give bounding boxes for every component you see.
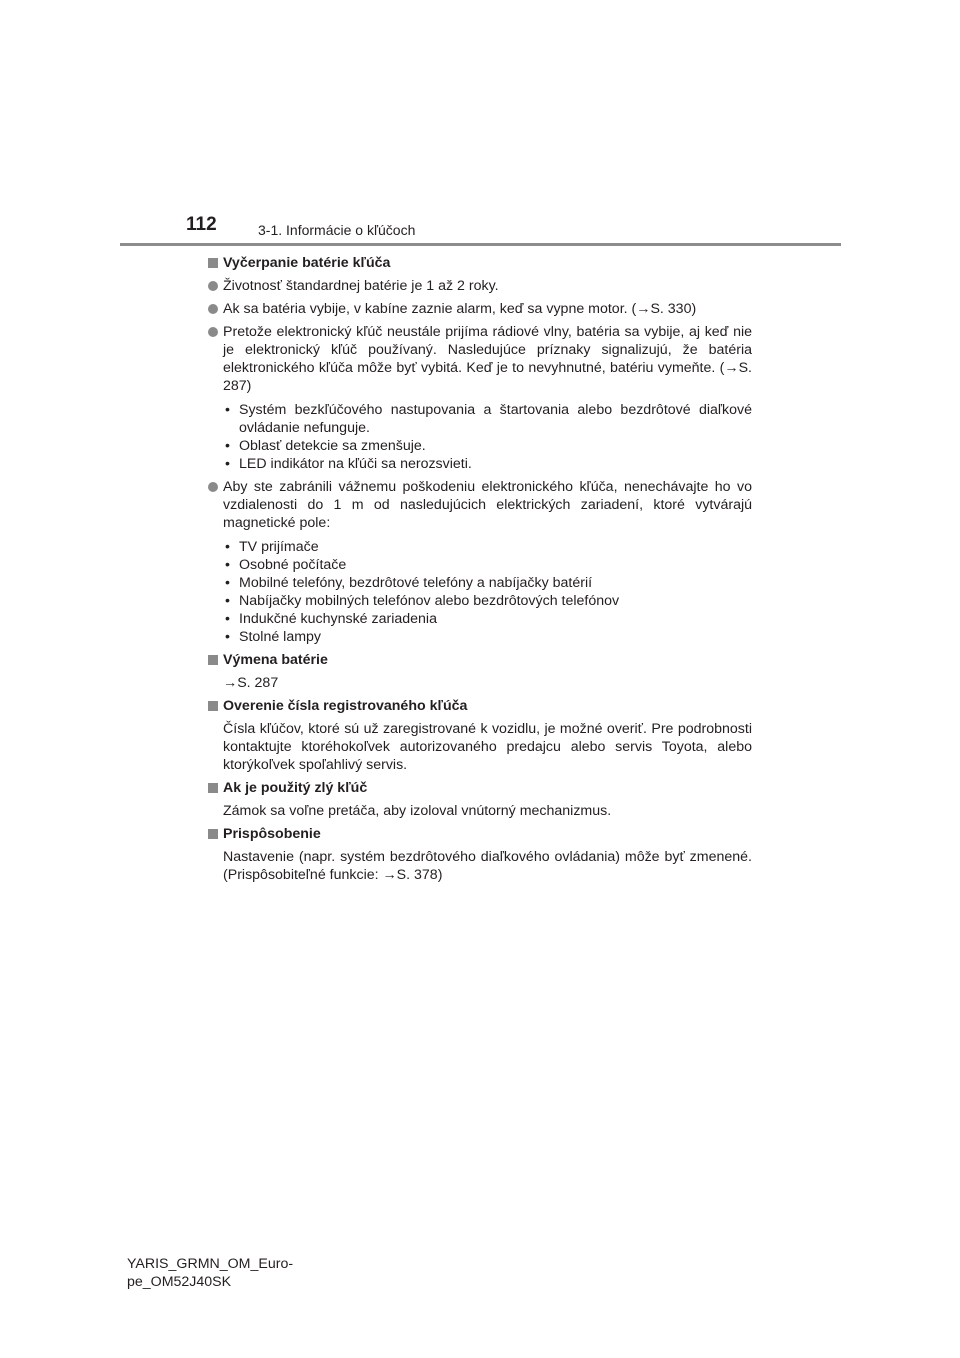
section-title: 3-1. Informácie o kľúčoch [258,222,416,238]
sub-item [223,455,752,473]
sub-bullet-icon: • [225,611,230,627]
sub-item-text: LED indikátor na kľúči sa nerozsvieti. [239,456,472,472]
bullet-text: Aby ste zabránili vážnemu poškodeniu elektronického kľúča, nenechávajte ho vo vzdialenosti do 1 m od nasledujúcich elektrických zariadení, ktoré vytvárajú magnetické pole: [223,479,752,531]
sub-item-text: Indukčné kuchynské zariadenia [239,611,437,627]
header-rule [120,243,841,246]
sub-list [223,538,752,646]
footer-line: pe_OM52J40SK [127,1274,232,1290]
content [207,254,752,889]
square-bullet-icon [208,701,218,711]
sub-bullet-icon: • [225,402,230,418]
sub-item-text: Mobilné telefóny, bezdrôtové telefóny a nabíjačky batérií [239,575,593,591]
sub-item [223,538,752,556]
section-heading [207,651,752,669]
sub-item-text: TV prijímače [239,539,319,555]
circle-bullet-icon [208,482,218,492]
sub-item [223,401,752,437]
circle-bullet-icon [208,281,218,291]
section-battery [207,254,752,646]
sub-bullet-icon: • [225,539,230,555]
section-heading [207,254,752,272]
circle-bullet-icon [208,327,218,337]
square-bullet-icon [208,655,218,665]
sub-item-text: Systém bezkľúčového nastupovania a štartovania alebo bezdrôtové diaľkové ovládanie nefunguje. [239,402,752,436]
page-number: 112 [186,214,217,235]
sub-item [223,556,752,574]
sub-item-text: Nabíjačky mobilných telefónov alebo bezdrôtových telefónov [239,593,620,609]
sub-bullet-icon: • [225,456,230,472]
footer-doc-id [127,1255,293,1291]
sub-item [223,437,752,455]
section-paragraph: Čísla kľúčov, ktoré sú už zaregistrované k vozidlu, je možné overiť. Pre podrobnosti kontaktujte ktoréhokoľvek autorizovaného predajcu alebo servis Toyota, alebo ktorýkoľvek spoľahlivý servis. [223,721,752,773]
sub-bullet-icon: • [225,438,230,454]
sub-item [223,628,752,646]
section-paragraph: Nastavenie (napr. systém bezdrôtového diaľkového ovládania) môže byť zmenené. (Prispôsobiteľné funkcie: →S. 378) [223,849,752,883]
section-key-number [207,697,752,774]
section-paragraph: Zámok sa voľne pretáča, aby izoloval vnútorný mechanizmus. [223,803,612,819]
section-heading [207,825,752,843]
heading-text: Ak je použitý zlý kľúč [223,780,368,796]
bullet-item [207,478,752,646]
heading-text: Vyčerpanie batérie kľúča [223,255,391,271]
heading-text: Overenie čísla registrovaného kľúča [223,698,468,714]
circle-bullet-icon [208,304,218,314]
sub-bullet-icon: • [225,629,230,645]
bullet-item [207,323,752,473]
section-heading [207,779,752,797]
sub-item [223,574,752,592]
heading-text: Výmena batérie [223,652,328,668]
bullet-text: Životnosť štandardnej batérie je 1 až 2 roky. [223,278,499,294]
sub-bullet-icon: • [225,557,230,573]
section-battery-replacement [207,651,752,692]
section-customization [207,825,752,884]
section-wrong-key [207,779,752,820]
square-bullet-icon [208,258,218,268]
footer-line: YARIS_GRMN_OM_Euro- [127,1256,294,1272]
sub-bullet-icon: • [225,575,230,591]
section-heading [207,697,752,715]
bullet-item [207,277,752,295]
sub-item-text: Oblasť detekcie sa zmenšuje. [239,438,426,454]
bullet-item [207,300,752,318]
bullet-text: Ak sa batéria vybije, v kabíne zaznie alarm, keď sa vypne motor. (→S. 330) [223,301,697,317]
sub-item-text: Stolné lampy [239,629,322,645]
sub-list [223,401,752,473]
sub-item-text: Osobné počítače [239,557,347,573]
heading-text: Prispôsobenie [223,826,321,842]
sub-item [223,610,752,628]
sub-item [223,592,752,610]
square-bullet-icon [208,783,218,793]
square-bullet-icon [208,829,218,839]
sub-bullet-icon: • [225,593,230,609]
bullet-text: Pretože elektronický kľúč neustále prijíma rádiové vlny, batéria sa vybije, aj keď nie je elektronický kľúč používaný. Nasledujúce príznaky signalizujú, že batéria elektronického kľúča môže byť vybitá. Keď je to nevyhnutné, batériu vymeňte. (→S. 287) [223,324,752,394]
section-paragraph: →S. 287 [223,675,279,691]
